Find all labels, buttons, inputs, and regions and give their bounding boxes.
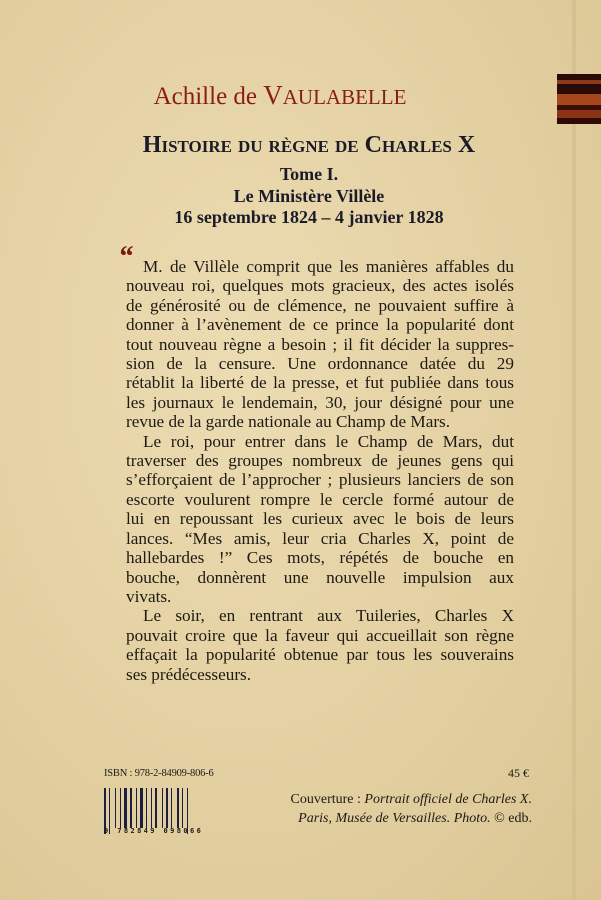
text-line: pouvait croire que la faveur qui accueillait son règne [126,625,514,645]
isbn: ISBN : 978-2-84909-806-6 [104,768,214,779]
text-line: M. de Villèle comprit que les manières affables du [143,257,514,276]
text-line: escorte voulurent rompre le cercle formé autour de [126,489,514,509]
text-line: revue de la garde nationale au Champ de Mars. [126,412,451,432]
text-line: bouche, donnèrent une nouvelle impulsion aux [126,567,514,587]
barcode-bar [120,788,121,828]
barcode-bar [148,788,150,828]
quote-mark: “ [118,240,133,273]
author-name: Achille de VAULABELLE [153,80,407,110]
book-title: Histoire du règne de Charles X [142,132,476,158]
price: 45 € [508,766,529,780]
barcode-digits: 9 782849 098066 [104,827,204,835]
barcode-bar [115,788,116,828]
barcode-bar [128,788,129,828]
volume-subtitle: Le Ministère Villèle [233,186,385,206]
text-line: de générosité ou de clémence, ne pouvaient suffire à [126,295,514,315]
text-line: Le roi, pour entrer dans le Champ de Mars, dut [143,431,514,451]
barcode-bar [158,788,161,828]
barcode-bar [182,788,183,828]
barcode-bar [130,788,132,828]
barcode-bar [180,788,181,828]
barcode-bar [171,788,172,828]
barcode-bar [138,788,139,828]
barcode-bar [122,788,123,828]
barcode-bar [140,788,143,828]
text-line: traverser des groupes nombreux de jeunes gens qui [126,451,514,471]
text-line: Le soir, en rentrant aux Tuileries, Charles X [143,606,514,626]
text-line: vivats. [126,586,172,606]
text-line: tout nouveau règne a besoin ; il fit décider la suppres- [126,334,514,354]
barcode-bar [166,788,168,828]
barcode-bar [136,788,137,828]
text-line: effaçait la popularité obtenue par tous les souverains [126,645,514,665]
excerpt-text [126,257,514,684]
text-line: sion de la censure. Une ordonnance datée du 29 [126,354,514,374]
cover-credit: Couverture : Portrait officiel de Charles X. Paris, Musée de Versailles. Photo. © edb. [290,792,532,826]
barcode-bar [169,788,170,828]
barcode-bar [107,788,108,828]
text-line: les journaux le lendemain, 30, jour désigné pour une [126,392,514,412]
text-line: s’efforçaient de l’approcher ; plusieurs lanciers de son [126,470,514,490]
barcode-bar [173,788,176,828]
barcode-bar [184,788,186,828]
barcode-bar [155,788,157,828]
barcode-bar [133,788,135,828]
volume-dates: 16 septembre 1824 – 4 janvier 1828 [174,207,444,227]
text-line: rétablit la liberté de la presse, et fut publiée dans tous [126,373,514,393]
barcode-bar [111,788,114,828]
barcode-bar [162,788,163,828]
volume-label: Tome I. [279,164,339,184]
barcode-bar [146,788,147,828]
ribbon-bookmark [557,74,601,124]
barcode-bar [177,788,179,828]
text-line: ses prédécesseurs. [126,664,252,684]
text-line: lui en repoussant les curieux avec le bois de leurs [126,509,514,529]
barcode-bar [151,788,152,828]
text-line: donner à l’avènement de ce prince la popularité dont [126,315,514,335]
text-line: lances. “Mes amis, leur cria Charles X, point de [126,528,514,548]
barcode-bar [144,788,145,828]
barcode-bar [124,788,127,828]
barcode-bar [164,788,165,828]
text-line: nouveau roi, quelques mots gracieux, des actes isolés [126,276,514,296]
barcode-bar [117,788,119,828]
barcode-bar [153,788,154,828]
text-line: hallebardes !” Ces mots, répétés de bouche en [126,548,514,568]
